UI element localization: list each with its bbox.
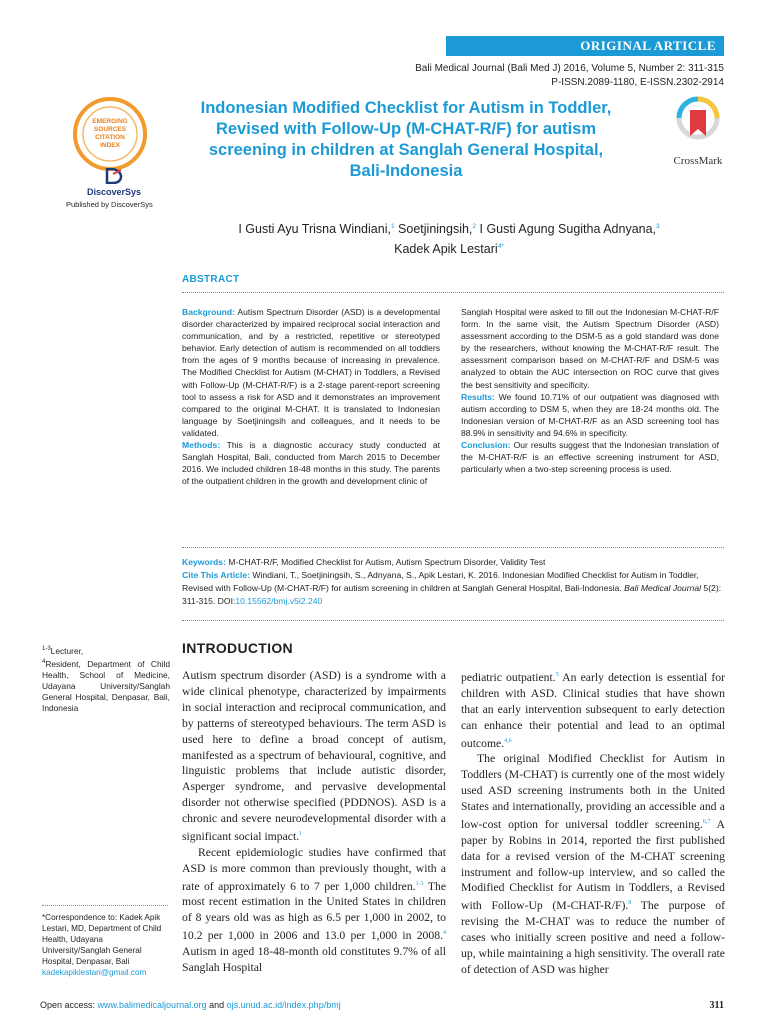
citation-ref: 1-3 bbox=[415, 880, 424, 887]
methods-text-cont: Sanglah Hospital were asked to fill out the Indonesian M-CHAT-R/F form. In the same visit, the Autism Spectrum Disorder (ASD) assessment according to the DSM-5 as a gold standard was done by the researchers, without knowing the M-CHAT-R/F result. The assessment comparison based on M-CHAT-R/F and DSM-5 was analyzed to obtain the AUC intersection on ROC curve that gives the best sensitivity and specificity. bbox=[461, 307, 719, 390]
crossmark-icon bbox=[676, 96, 720, 148]
methods-text: This is a diagnostic accuracy study conducted at Sanglah Hospital, Bali, conducted from March 2015 to December 2016. We included children 18-48 months in this study. The parents of the outpatient children in the growth and development clinic of bbox=[182, 440, 440, 487]
keywords-label: Keywords: bbox=[182, 557, 226, 567]
badge-text-3: CITATION bbox=[95, 134, 125, 141]
keywords-text: M-CHAT-R/F, Modified Checklist for Autism, Autism Spectrum Disorder, Validity Test bbox=[225, 557, 546, 567]
author-affiliation: 1 bbox=[390, 223, 395, 230]
citation-ref: 8 bbox=[628, 900, 632, 907]
paragraph-text: The most recent estimation in the United States in children of 8 years old was as high as 6.5 per 1,000 in 2002, to 10.2 per 1,000 in 2006 and 13.0 per 1,000 in 2008. bbox=[182, 879, 447, 943]
title-line: Bali-Indonesia bbox=[349, 162, 463, 180]
body-column-right bbox=[461, 668, 725, 978]
discoversys-logo bbox=[74, 168, 154, 197]
citation-ref: 4 bbox=[443, 930, 446, 937]
badge-text-4: INDEX bbox=[100, 142, 120, 149]
author-affiliation: 2 bbox=[472, 223, 477, 230]
footer-and: and bbox=[206, 1000, 227, 1010]
discoversys-name: DiscoverSys bbox=[86, 187, 142, 197]
cite-volume: 5(2): 311-315. DOI: bbox=[182, 583, 722, 606]
author-affiliation: 4* bbox=[497, 243, 504, 251]
author-name: I Gusti Agung Sugitha Adnyana, bbox=[476, 222, 657, 237]
paragraph bbox=[182, 668, 446, 845]
affil-sup: 1-3 bbox=[42, 646, 51, 652]
author-list bbox=[214, 218, 684, 258]
abstract-heading: ABSTRACT bbox=[182, 274, 240, 285]
results-text: We found 10.71% of our outpatient was diagnosed with autism according to DSM 5, when they are 18-24 months old. The Indonesian version of M-CHAT-R/F as an ASD screening tool has 88.9% in sensitivity and 94.6% in specificity. bbox=[461, 391, 719, 438]
paragraph bbox=[182, 845, 446, 976]
citation-ref: 6,7 bbox=[702, 818, 711, 825]
paragraph bbox=[461, 751, 725, 977]
article-title bbox=[172, 98, 640, 182]
paragraph-text: Recent epidemiologic studies have confirmed that ASD is more common than previously thought, with a rate of approximately 6 to 7 per 1,000 children. bbox=[182, 845, 446, 893]
citation-ref: 1 bbox=[299, 831, 303, 838]
keywords-block bbox=[182, 556, 724, 608]
paragraph-text: A paper by Robins in 2014, reported the first published data for a revised version of the M-CHAT screening instrument and follow-up interview, and so called the Modified Checklist for Autism in Toddlers, a Revised with Follow-Up (M-CHAT-R/F). bbox=[461, 817, 725, 913]
crossmark-button[interactable] bbox=[668, 96, 728, 167]
body-column-left bbox=[182, 668, 446, 976]
paragraph-text: Autism in aged 18-48-month old constitutes 9.7% of all Sanglah Hospital bbox=[182, 945, 446, 974]
email-link[interactable]: kadekapiklestari@gmail.com bbox=[42, 968, 147, 977]
divider bbox=[182, 292, 724, 293]
discoversys-mark-icon bbox=[99, 168, 129, 184]
cite-label: Cite This Article: bbox=[182, 570, 250, 580]
title-line: Revised with Follow-Up (M-CHAT-R/F) for autism bbox=[215, 120, 597, 138]
conclusion-label: Conclusion: bbox=[461, 440, 511, 451]
abstract-column-right bbox=[461, 306, 719, 475]
open-access-label: Open access: bbox=[40, 1000, 98, 1010]
author-name: Kadek Apik Lestari bbox=[394, 242, 498, 257]
abstract-column-left bbox=[182, 306, 440, 487]
cite-journal: Bali Medical Journal bbox=[624, 583, 702, 593]
journal-citation-line: Bali Medical Journal (Bali Med J) 2016, Volume 5, Number 2: 311-315 bbox=[415, 63, 724, 74]
doi-link[interactable]: 10.15562/bmj.v5i2.240 bbox=[235, 596, 323, 606]
paragraph-text: Autism spectrum disorder (ASD) is a syndrome with a wide clinical phenotype, characterized by impairments in social interaction and reciprocal communication, and by patterns of stereotyped behaviours. The term ASD is used here to define a broad concept of autism, manifested as a spectrum of behavioural, cognitive, and linguistic problems that include autistic disorder, Asperger syndrome, and pervasive developmental disorder not otherwise specified (PDDNOS). ASD is a chronic and severe neurodevelopmental disorder with a significant social impact. bbox=[182, 669, 446, 843]
affiliations bbox=[42, 644, 170, 714]
divider bbox=[42, 905, 168, 906]
results-label: Results: bbox=[461, 391, 495, 402]
badge-text-1: EMERGING bbox=[92, 118, 128, 125]
esci-badge-icon bbox=[72, 96, 148, 172]
paragraph-text: The original Modified Checklist for Autism in Toddlers (M-CHAT) is currently one of the most widely used ASD screening instruments both in the United States and internationally, providing an accessible and a low-cost option for universal toddler screening. bbox=[461, 752, 725, 831]
background-label: Background: bbox=[182, 307, 235, 317]
methods-label: Methods: bbox=[182, 440, 221, 451]
published-by: Published by DiscoverSys bbox=[66, 200, 153, 209]
section-heading: INTRODUCTION bbox=[182, 640, 293, 656]
citation-ref: 5 bbox=[555, 672, 559, 678]
crossmark-label: CrossMark bbox=[673, 155, 723, 167]
badge-text-2: SOURCES bbox=[93, 126, 127, 133]
page-number: 311 bbox=[709, 1000, 724, 1011]
title-line: screening in children at Sanglah General Hospital, bbox=[208, 141, 604, 159]
citation-ref: 4,6 bbox=[504, 737, 512, 744]
correspondence bbox=[42, 912, 170, 978]
divider bbox=[182, 547, 724, 548]
cite-text: Windiani, T., Soetjiningsih, S., Adnyana, S., Apik Lestari, K. 2016. Indonesian Modified Checklist for Autism in Toddler, Revised with Follow-Up (M-CHAT-R/F) for autism screening in children at Sanglah General Hospital, Bali-Indonesia. bbox=[182, 570, 699, 593]
background-text: Autism Spectrum Disorder (ASD) is a developmental disorder characterized by impaired reciprocal social interaction and communication, and by a restricted, repetitive or stereotyped behavior. Early detection of autism is recommended on all toddlers from the ages of 9 months because of increasing in prevalence. The Modified Checklist for Autism (M-CHAT) in Toddlers, a Revised with Follow-Up (M-CHAT-R/F) is a 2-stage parent-report screening tool to assess a risk for ASD and it demonstrates an improvement compared to the original M-CHAT. It is translated to Indonesian language by Soetjiningsih and colleagues, and it needs to be validated. bbox=[182, 307, 440, 438]
paragraph bbox=[461, 668, 725, 751]
journal-link[interactable]: www.balimedicaljournal.org bbox=[97, 1000, 207, 1010]
conclusion-text: Our results suggest that the Indonesian translation of the M-CHAT-R/F is an effective screening instrument for ASD, particularly when a two-step screening process is used. bbox=[461, 440, 719, 475]
footer bbox=[40, 1000, 341, 1010]
affil-sup: 4 bbox=[42, 658, 46, 665]
affil-text: Resident, Department of Child Health, School of Medicine, Udayana University/Sanglah General Hospital, Denpasar, Bali, Indonesia bbox=[42, 658, 170, 713]
journal-info bbox=[415, 62, 724, 90]
issn-line: P-ISSN.2089-1180, E-ISSN.2302-2914 bbox=[551, 77, 724, 88]
paragraph-text: pediatric outpatient. bbox=[461, 670, 556, 684]
title-line: Indonesian Modified Checklist for Autism in Toddler, bbox=[200, 99, 612, 117]
divider bbox=[182, 620, 724, 621]
paragraph-text: The purpose of revising the M-CHAT was to reduce the number of cases who initially screen positive and need a follow-up, while maintaining a high sensitivity. The overall rate of detection of ASD was higher bbox=[461, 899, 726, 976]
ojs-link[interactable]: ojs.unud.ac.id/index.php/bmj bbox=[226, 1000, 341, 1010]
author-name: I Gusti Ayu Trisna Windiani, bbox=[238, 222, 391, 237]
author-affiliation: 3 bbox=[656, 223, 660, 230]
author-name: Soetjiningsih, bbox=[394, 222, 473, 237]
affil-text: Lecturer, bbox=[50, 645, 84, 656]
paragraph-text: An early detection is essential for children with ASD. Clinical studies that have shown that an early intervention subsequent to early detection can enhance their potential and lead to an optimal outcome. bbox=[461, 670, 726, 750]
article-type-banner: ORIGINAL ARTICLE bbox=[446, 36, 724, 56]
correspondence-text: *Correspondence to: Kadek Apik Lestari, MD, Department of Child Health, Udayana University/Sanglah General Hospital, Denpasar, Bali bbox=[42, 913, 162, 966]
